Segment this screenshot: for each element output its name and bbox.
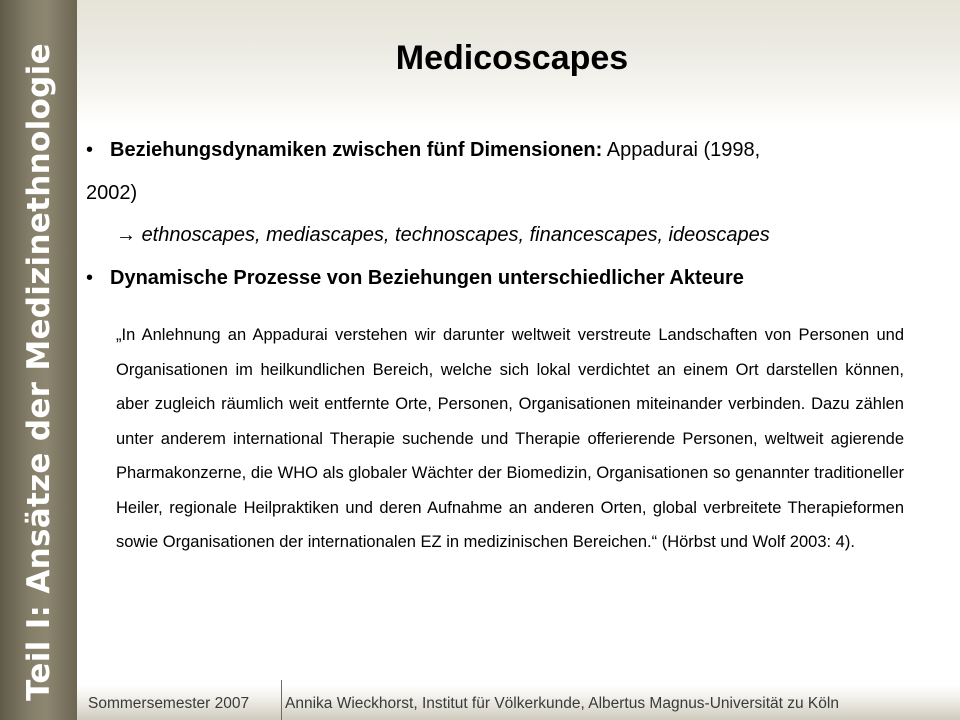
footer-author: Annika Wieckhorst, Institut für Völkerkunde, Albertus Magnus-Universität zu Köln xyxy=(285,695,839,712)
bullet-marker: • xyxy=(86,267,94,289)
sidebar-band xyxy=(0,0,77,720)
footer-divider xyxy=(281,680,282,720)
slide-title: Medicoscapes xyxy=(395,39,629,77)
bullet-1-continuation: 2002) xyxy=(86,182,138,204)
bullet-2-bold: Dynamische Prozesse von Beziehungen unterschiedlicher Akteure xyxy=(110,267,744,289)
bullet-1-bold: Beziehungsdynamiken zwischen fünf Dimensionen: xyxy=(110,139,603,161)
bullet-2 xyxy=(86,266,744,290)
bullet-marker: • xyxy=(86,139,94,161)
bullet-1-text: Appadurai (1998, xyxy=(602,139,761,161)
sidebar-title: Teil I: Ansätze der Medizinethnologie xyxy=(21,43,57,701)
scapes-line xyxy=(116,223,770,247)
bullet-1 xyxy=(86,138,760,162)
footer-semester: Sommersemester 2007 xyxy=(88,695,250,712)
quote-block: „In Anlehnung an Appadurai verstehen wir darunter weltweit verstreute Landschaften von Personen und Organisationen im heilkundlichen Bereich, welche sich lokal verdichtet an einem Ort darstellen können, aber zugleich räumlich weit entfernte Orte, Personen, Organisationen miteinander verbinden. Dazu zählen unter anderem international Therapie suchende und Therapie offerierende Personen, weltweit agierende Pharmakonzerne, die WHO als globaler Wächter der Biomedizin, Organisationen so genannter traditioneller Heiler, regionale Heilpraktiken und deren Aufnahme an anderen Orten, global verbreitete Therapieformen sowie Organisationen der internationalen EZ in medizinischen Bereichen.“ (Hörbst und Wolf 2003: 4). xyxy=(116,326,904,551)
arrow-icon: → xyxy=(116,224,136,246)
scapes-list: ethnoscapes, mediascapes, technoscapes, financescapes, ideoscapes xyxy=(141,224,770,246)
